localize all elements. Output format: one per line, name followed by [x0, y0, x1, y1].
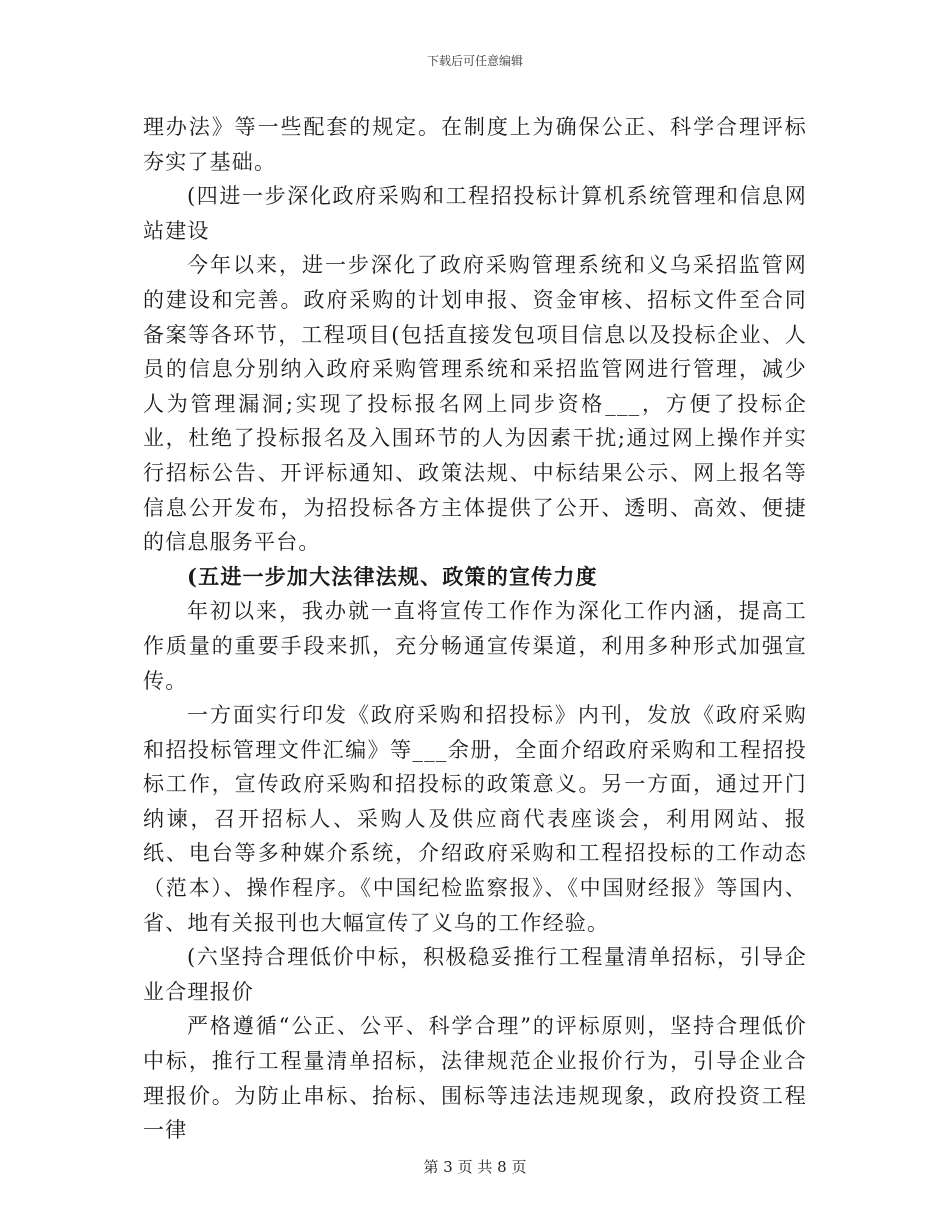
paragraph-3: 年初以来，我办就一直将宣传工作作为深化工作内涵，提高工作质量的重要手段来抓，充分畅通宣传渠道，利用多种形式加强宣传。: [143, 599, 807, 693]
section-heading-4: (四进一步深化政府采购和工程招投标计算机系统管理和信息网站建设: [143, 184, 807, 243]
paragraph-2: 今年以来，进一步深化了政府采购管理系统和义乌采招监管网的建设和完善。政府采购的计划申报、资金审核、招标文件至合同备案等各环节，工程项目(包括直接发包项目信息以及投标企业、人员的信息分别纳入政府采购管理系统和采招监管网进行管理，减少人为管理漏洞;实现了投标报名网上同步资格___，方便了投标企业，杜绝了投标报名及入围环节的人为因素干扰;通过网上操作并实行招标公告、开评标通知、政策法规、中标结果公示、网上报名等信息公开发布，为招投标各方主体提供了公开、透明、高效、便捷的信息服务平台。: [143, 253, 807, 555]
paragraph-4: 一方面实行印发《政府采购和招投标》内刊，发放《政府采购和招投标管理文件汇编》等___余册，全面介绍政府采购和工程招投标工作，宣传政府采购和招投标的政策意义。另一方面，通过开门纳谏，召开招标人、采购人及供应商代表座谈会，利用网站、报纸、电台等多种媒介系统，介绍政府采购和工程招投标的工作动态（范本）、操作程序。《中国纪检监察报》、《中国财经报》等国内、省、地有关报刊也大幅宣传了义乌的工作经验。: [143, 703, 807, 935]
section-heading-5: (五进一步加大法律法规、政策的宣传力度: [187, 563, 598, 589]
document-body: [143, 110, 807, 1148]
section-heading-6: (六坚持合理低价中标，积极稳妥推行工程量清单招标，引导企业合理报价: [143, 945, 807, 1004]
paragraph-1: 理办法》等一些配套的规定。在制度上为确保公正、科学合理评标夯实了基础。: [143, 115, 807, 174]
paragraph-5: 严格遵循“公正、公平、科学合理”的评标原则，坚持合理低价中标，推行工程量清单招标，法律规范企业报价行为，引导企业合理报价。为防止串标、抬标、围标等违法违规现象，政府投资工程一律: [143, 1014, 807, 1143]
page-number: 第 3 页 共 8 页: [423, 1158, 527, 1176]
page-header: 下载后可任意编辑: [426, 54, 523, 68]
